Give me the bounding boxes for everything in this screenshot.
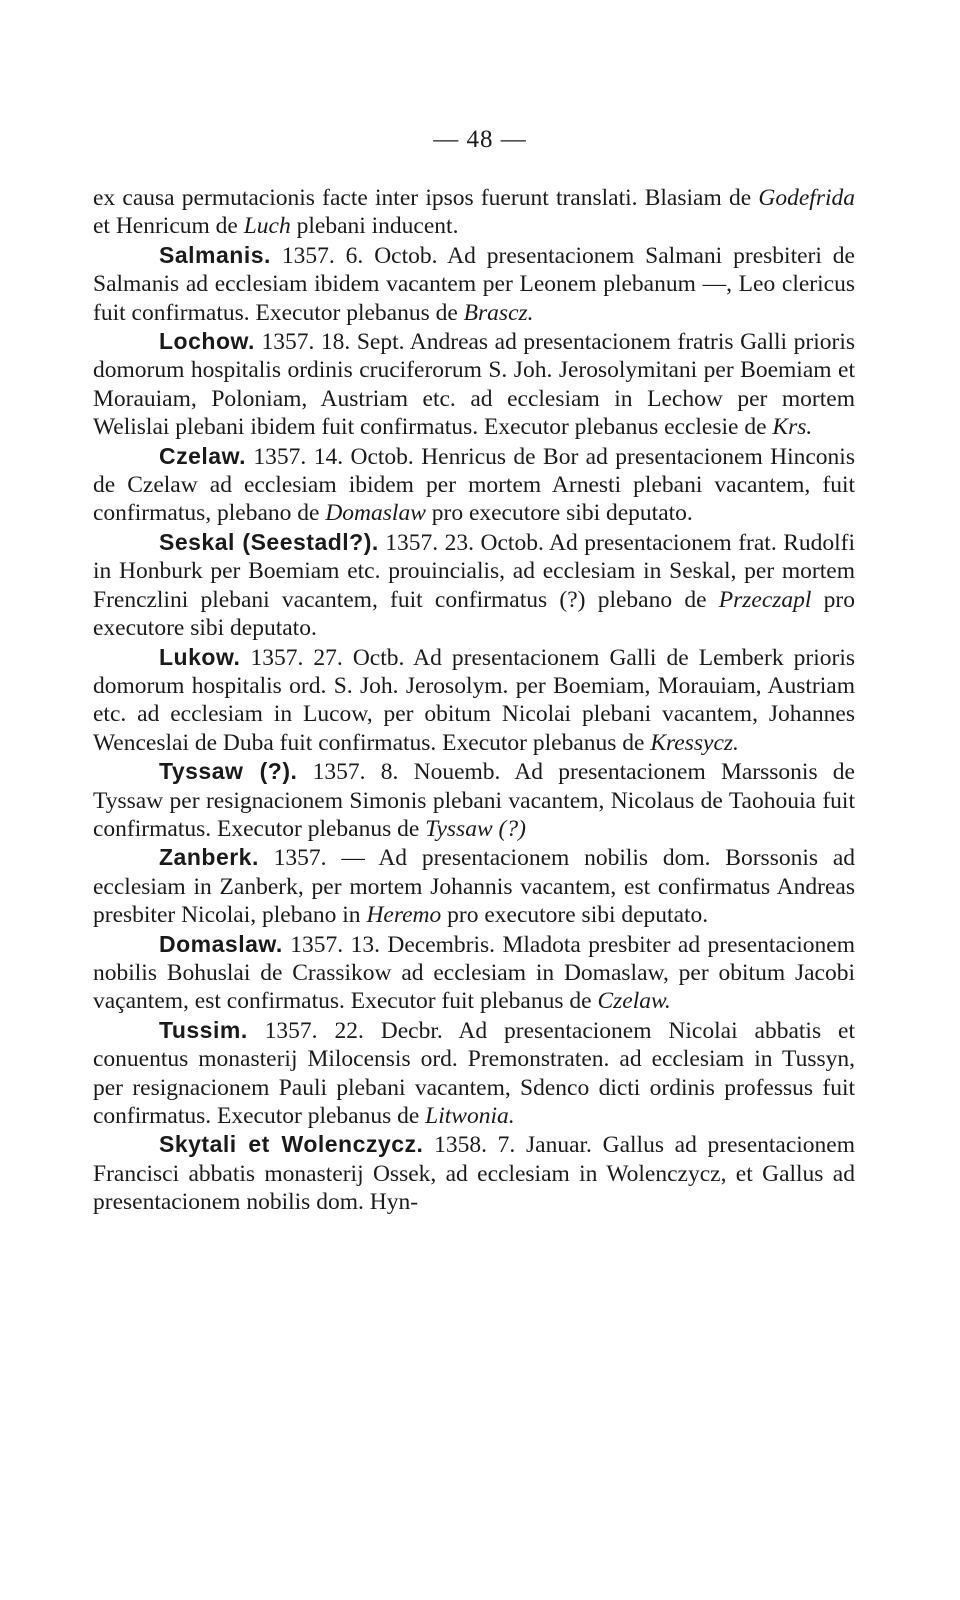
- text-run: 1357. 23. Octob. Ad presentacionem frat. Rudolfi in Honburk per Boemiam etc. prouincialis, ad ecclesiam in Seskal, per mortem Frenczlini plebani vacantem, fuit confirmatus (?) plebano de: [93, 529, 856, 613]
- entry-paragraph: [93, 327, 855, 442]
- entry-heading: Zanberk.: [159, 844, 259, 871]
- text-run: pro executore sibi deputato.: [441, 902, 709, 929]
- entry-paragraph: [93, 241, 855, 327]
- entry-paragraph: [93, 930, 855, 1016]
- text-run: plebani inducent.: [290, 213, 459, 240]
- text-run: et Henricum de: [93, 213, 244, 240]
- italic-place-name: Przeczapl: [718, 586, 812, 613]
- text-run: 1357. 8. Nouemb. Ad presentacionem Marssonis de Tyssaw per resignacionem Simonis plebani vacantem, Nicolaus de Taohouia fuit confirmatus. Executor plebanus de: [93, 759, 855, 842]
- entry-heading: Seskal (Seestadl?).: [159, 528, 379, 555]
- italic-place-name: Godefrida: [758, 185, 855, 211]
- entry-heading: Lukow.: [159, 643, 241, 670]
- text-run: 1357. 18. Sept. Andreas ad presentacionem fratris Galli prioris domorum hospitalis ordinis cruciferorum S. Joh. Jerosolymitani per Boemiam et Morauiam, Poloniam, Austriam etc. ad ecclesiam in Lechow per mortem Welislai plebani ibidem fuit confirmatus. Executor plebanus ecclesie de: [93, 329, 855, 441]
- text-run: 1357. 13. Decembris. Mladota presbiter ad presentacionem nobilis Bohuslai de Crassikow ad ecclesiam in Domaslaw, per obitum Jacobi vaçantem, est confirmatus. Executor fuit plebanus de: [93, 931, 855, 1015]
- entry-heading: Lochow.: [159, 328, 255, 355]
- page-number: — 48 —: [433, 126, 527, 153]
- entry-heading: Tussim.: [159, 1016, 248, 1043]
- italic-place-name: Domaslaw: [325, 500, 426, 527]
- body-text: [93, 184, 855, 1217]
- italic-place-name: Krs.: [772, 414, 813, 441]
- text-run: pro executore sibi deputato.: [425, 500, 693, 527]
- italic-place-name: Litwonia.: [425, 1103, 515, 1129]
- text-run: 1357. 27. Octb. Ad presentacionem Galli de Lemberk prioris domorum hospitalis ord. S. Joh. Jerosolym. per Boemiam, Morauiam, Austriam etc. ad ecclesiam in Lucow, per obitum Nicolai plebani vacantem, Johannes Wenceslai de Duba fuit confirmatus. Executor plebanus de: [93, 644, 855, 756]
- italic-place-name: Luch: [243, 213, 291, 240]
- entry-paragraph: [93, 528, 855, 643]
- text-run: 1357. 14. Octob. Henricus de Bor ad presentacionem Hinconis de Czelaw ad ecclesiam ibidem per mortem Arnesti plebani vacantem, fuit confirmatus, plebano de: [93, 443, 855, 527]
- text-run: 1358. 7. Januar. Gallus ad presentacionem Francisci abbatis monasterij Ossek, ad ecclesiam in Wolenczycz, et Gallus ad presentacionem nobilis dom. Hyn-: [93, 1132, 856, 1216]
- entry-paragraph: [93, 442, 855, 528]
- italic-place-name: Czelaw.: [597, 988, 671, 1015]
- entry-heading: Domaslaw.: [159, 930, 283, 957]
- italic-place-name: Kressycz.: [650, 729, 739, 756]
- continuation-paragraph: [93, 184, 855, 241]
- entry-heading: Tyssaw (?).: [159, 758, 298, 785]
- text-run: 1357. 6. Octob. Ad presentacionem Salmani presbiteri de Salmanis ad ecclesiam ibidem vacantem per Leonem plebanum —, Leo clericus fuit confirmatus. Executor plebanus de: [93, 242, 855, 326]
- text-run: 1357. 22. Decbr. Ad presentacionem Nicolai abbatis et conuentus monasterij Milocensis ord. Premonstraten. ad ecclesiam in Tussyn, per resignacionem Pauli plebani vacantem, Sdenco dicti ordinis professus fuit confirmatus. Executor plebanus de: [93, 1017, 855, 1129]
- entry-paragraph: [93, 643, 855, 758]
- entry-heading: Skytali et Wolenczycz.: [159, 1131, 424, 1158]
- text-run: ex causa permutacionis facte inter ipsos fuerunt translati. Blasiam de: [93, 185, 759, 211]
- entry-heading: Czelaw.: [159, 442, 247, 469]
- entry-paragraph: [93, 843, 855, 929]
- italic-place-name: Brascz.: [463, 299, 534, 326]
- entry-paragraph: [93, 1016, 855, 1131]
- italic-place-name: Tyssaw (?): [425, 815, 526, 842]
- text-run: 1357. — Ad presentacionem nobilis dom. Borssonis ad ecclesiam in Zanberk, per mortem Johannis vacantem, est confirmatus Andreas presbiter Nicolai, plebano in: [93, 845, 855, 929]
- entry-paragraph: [93, 757, 855, 843]
- entry-paragraph: [93, 1130, 855, 1216]
- entry-heading: Salmanis.: [159, 241, 271, 268]
- italic-place-name: Heremo: [366, 902, 442, 929]
- text-run: pro executore sibi deputato.: [93, 586, 855, 642]
